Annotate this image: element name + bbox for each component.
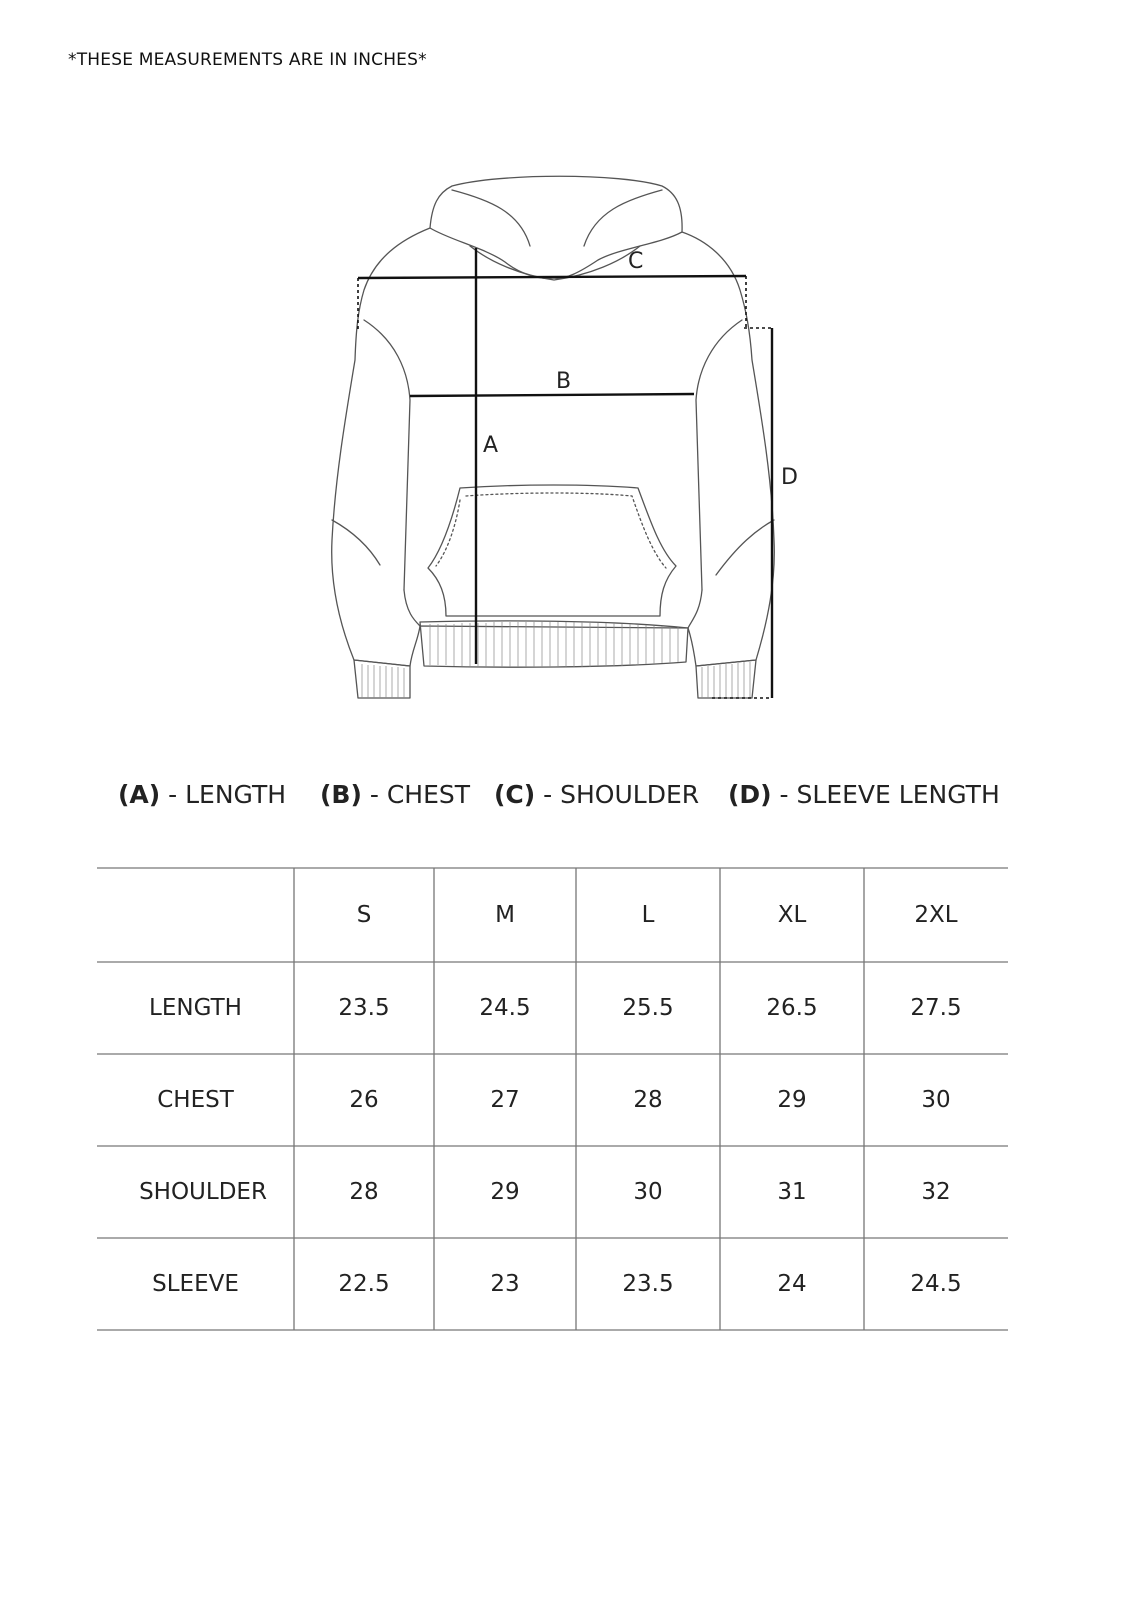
size-header-2xl: 2XL: [914, 902, 958, 928]
label-a: A: [483, 433, 499, 458]
row-label-length: LENGTH: [149, 995, 242, 1021]
table-cell: 32: [921, 1179, 951, 1205]
table-cell: 27: [490, 1087, 520, 1113]
legend-key: (D): [728, 780, 772, 809]
legend-label: SLEEVE LENGTH: [796, 780, 1000, 809]
legend-separator: -: [771, 780, 797, 809]
size-header-xl: XL: [777, 902, 807, 928]
table-cell: 30: [633, 1179, 663, 1205]
measurement-note: *THESE MEASUREMENTS ARE IN INCHES*: [68, 50, 427, 70]
table-cell: 28: [633, 1087, 663, 1113]
table-cell: 28: [349, 1179, 379, 1205]
table-cell: 25.5: [622, 995, 674, 1021]
legend-label: LENGTH: [185, 780, 287, 809]
table-cell: 23.5: [622, 1271, 674, 1297]
table-cell: 30: [921, 1087, 951, 1113]
table-cell: 29: [777, 1087, 807, 1113]
label-c: C: [628, 249, 644, 274]
size-header-m: M: [495, 902, 515, 928]
legend-separator: -: [160, 780, 186, 809]
table-cell: 29: [490, 1179, 520, 1205]
row-label-shoulder: SHOULDER: [139, 1179, 267, 1205]
size-header-s: S: [356, 902, 372, 928]
row-label-chest: CHEST: [157, 1087, 234, 1113]
label-b: B: [556, 369, 572, 394]
legend-key: (C): [494, 780, 536, 809]
legend-separator: -: [361, 780, 387, 809]
table-cell: 24.5: [479, 995, 531, 1021]
legend-key: (A): [118, 780, 161, 809]
table-cell: 22.5: [338, 1271, 390, 1297]
table-cell: 27.5: [910, 995, 962, 1021]
legend-label: SHOULDER: [560, 780, 700, 809]
label-d: D: [781, 465, 798, 490]
table-cell: 31: [777, 1179, 807, 1205]
size-header-l: L: [641, 902, 655, 928]
table-cell: 23.5: [338, 995, 390, 1021]
legend-separator: -: [535, 780, 561, 809]
table-cell: 26: [349, 1087, 379, 1113]
table-cell: 23: [490, 1271, 520, 1297]
legend-key: (B): [320, 780, 362, 809]
table-cell: 24.5: [910, 1271, 962, 1297]
row-label-sleeve: SLEEVE: [152, 1271, 239, 1297]
table-cell: 24: [777, 1271, 807, 1297]
legend-label: CHEST: [386, 780, 471, 809]
table-cell: 26.5: [766, 995, 818, 1021]
